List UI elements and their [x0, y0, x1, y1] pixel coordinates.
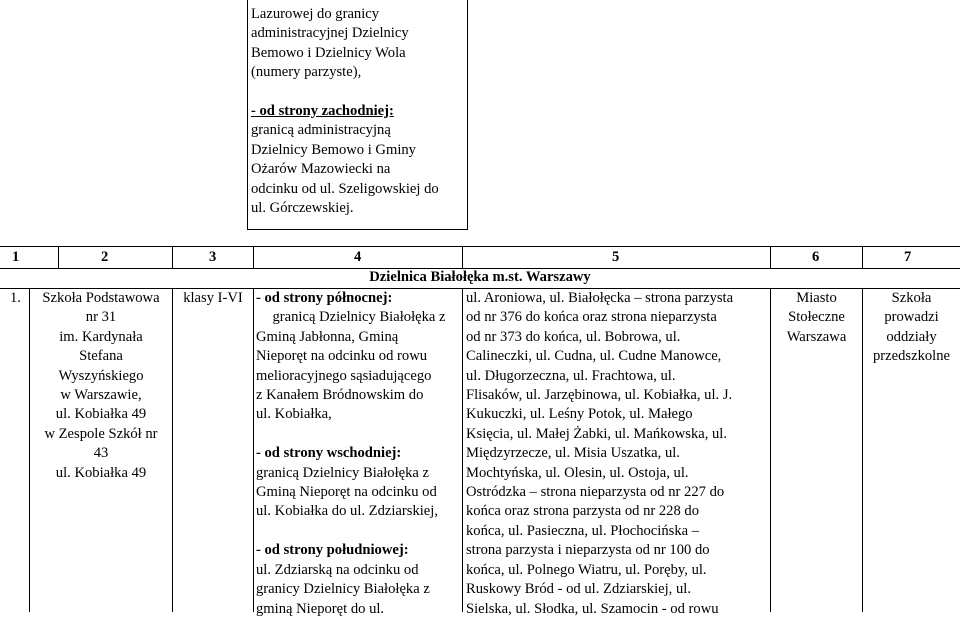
north-text: [256, 308, 462, 327]
north-line: z Kanałem Bródnowskim do: [256, 387, 424, 404]
school-line: ul. Kobiałka 49: [55, 464, 147, 481]
top-cell-line: (numery parzyste),: [251, 64, 362, 81]
school-line: Wyszyńskiego: [58, 367, 144, 384]
row-col-sep: [172, 288, 173, 612]
organ-cell: [771, 289, 862, 347]
header-number: 2: [101, 249, 109, 265]
north-line: ul. Kobiałka,: [256, 406, 332, 423]
street-line: od nr 376 do końca oraz strona nieparzysta: [466, 309, 717, 326]
section-title: Dzielnica Białołęka m.st. Warszawy: [369, 269, 591, 285]
school-cell: [30, 289, 172, 483]
south-heading: - od strony południowej:: [256, 542, 409, 559]
street-line: końca oraz strona parzysta od nr 228 do: [466, 503, 700, 520]
borders-cell: [256, 289, 462, 619]
street-line: strona parzysta i nieparzysta od nr 100 do: [466, 542, 710, 559]
organ-line: Stołeczne: [788, 309, 845, 326]
south-line: gminą Nieporęt do ul.: [256, 600, 385, 617]
street-line: Mochtyńska, ul. Olesin, ul. Ostoja, ul.: [466, 464, 689, 481]
header-number: 4: [354, 249, 362, 265]
north-line: Gminą Jabłonna, Gminą: [256, 328, 399, 345]
streets-cell: [466, 289, 769, 619]
east-line: granicą Dzielnicy Białołęka z: [256, 464, 430, 481]
top-cell-line: Bemowo i Dzielnicy Wola: [251, 44, 406, 61]
top-cell-heading-west: - od strony zachodniej:: [251, 103, 394, 120]
east-line: Gminą Nieporęt na odcinku od: [256, 484, 437, 501]
notes-line: przedszkolne: [873, 348, 950, 365]
header-col-sep: [770, 246, 771, 269]
header-col-sep: [58, 246, 59, 269]
top-cell-line: administracyjnej Dzielnicy: [251, 25, 409, 42]
school-line: nr 31: [85, 309, 117, 326]
street-line: Sielska, ul. Słodka, ul. Szamocin - od rowu: [466, 600, 719, 617]
header-col-sep: [172, 246, 173, 269]
header-col-sep: [462, 246, 463, 269]
top-cell-text: [251, 5, 465, 218]
east-line: ul. Kobiałka do ul. Zdziarskiej,: [256, 503, 438, 520]
street-line: Ruskowy Bród - od ul. Zdziarskiej, ul.: [466, 581, 691, 598]
east-heading: - od strony wschodniej:: [256, 445, 402, 462]
north-heading: - od strony północnej:: [256, 290, 393, 306]
top-cell-line: odcinku od ul. Szeligowskiej do: [251, 180, 439, 197]
street-line: Księcia, ul. Małej Żabki, ul. Mańkowska, ul.: [466, 425, 728, 442]
row-col-sep: [462, 288, 463, 612]
school-line: ul. Kobiałka 49: [55, 406, 147, 423]
header-number: 7: [904, 249, 912, 265]
notes-line: Szkoła: [891, 290, 932, 306]
top-cell-line: Ożarów Mazowiecki na: [251, 161, 391, 178]
top-table-left-border: [247, 0, 248, 230]
header-number: 5: [612, 249, 620, 265]
top-cell-line: Lazurowej do granicy: [251, 6, 380, 22]
notes-cell: [863, 289, 960, 367]
street-line: Calineczki, ul. Cudna, ul. Cudne Manowce,: [466, 348, 722, 365]
north-line: Nieporęt na odcinku od rowu: [256, 348, 428, 365]
street-line: Kukuczki, ul. Leśny Potok, ul. Małego: [466, 406, 693, 423]
top-cell-line: ul. Górczewskiej.: [251, 200, 354, 217]
school-line: Stefana: [79, 348, 123, 365]
row-number: 1.: [10, 290, 21, 306]
school-line: w Warszawie,: [60, 387, 142, 404]
north-line: melioracyjnego sąsiadującego: [256, 367, 432, 384]
street-line: Ostródzka – strona nieparzysta od nr 227 do: [466, 484, 725, 501]
header-col-sep: [862, 246, 863, 269]
notes-line: prowadzi: [884, 309, 939, 326]
header-col-sep: [253, 246, 254, 269]
school-line: w Zespole Szkół nr: [44, 425, 158, 442]
header-number: 6: [812, 249, 820, 265]
street-line: Międzyrzecze, ul. Misia Uszatka, ul.: [466, 445, 680, 462]
top-table-bottom-border: [247, 229, 468, 230]
header-number: 3: [209, 249, 217, 265]
street-line: ul. Długorzeczna, ul. Frachtowa, ul.: [466, 367, 676, 384]
notes-line: oddziały: [886, 328, 937, 345]
main-table-top-border: [0, 246, 960, 247]
street-line: końca, ul. Polnego Wiatru, ul. Poręby, ul.: [466, 561, 707, 578]
organ-line: Warszawa: [786, 328, 847, 345]
south-line: granicy Dzielnicy Białołęka z: [256, 581, 430, 598]
street-line: ul. Aroniowa, ul. Białołęcka – strona parzysta: [466, 290, 734, 306]
organ-line: Miasto: [796, 290, 837, 306]
row-col-sep: [253, 288, 254, 612]
street-line: od nr 373 do końca, ul. Bobrowa, ul.: [466, 328, 681, 345]
header-number: 1: [12, 249, 20, 265]
top-cell-line: Dzielnicy Bemowo i Gminy: [251, 141, 416, 158]
school-line: Szkoła Podstawowa: [42, 290, 160, 306]
street-line: Flisaków, ul. Jarzębinowa, ul. Kobiałka, ul. J.: [466, 387, 733, 404]
south-line: ul. Zdziarską na odcinku od: [256, 561, 419, 578]
top-cell-line: [251, 83, 465, 102]
street-line: końca, ul. Pasieczna, ul. Płochocińska –: [466, 522, 700, 539]
north-line: granicą Dzielnicy Białołęka z: [272, 309, 446, 326]
school-line: 43: [93, 445, 109, 462]
top-table-right-border: [467, 0, 468, 230]
classes-cell: klasy I-VI: [183, 290, 243, 306]
school-line: im. Kardynała: [59, 328, 143, 345]
top-cell-line: granicą administracyjną: [251, 122, 391, 139]
